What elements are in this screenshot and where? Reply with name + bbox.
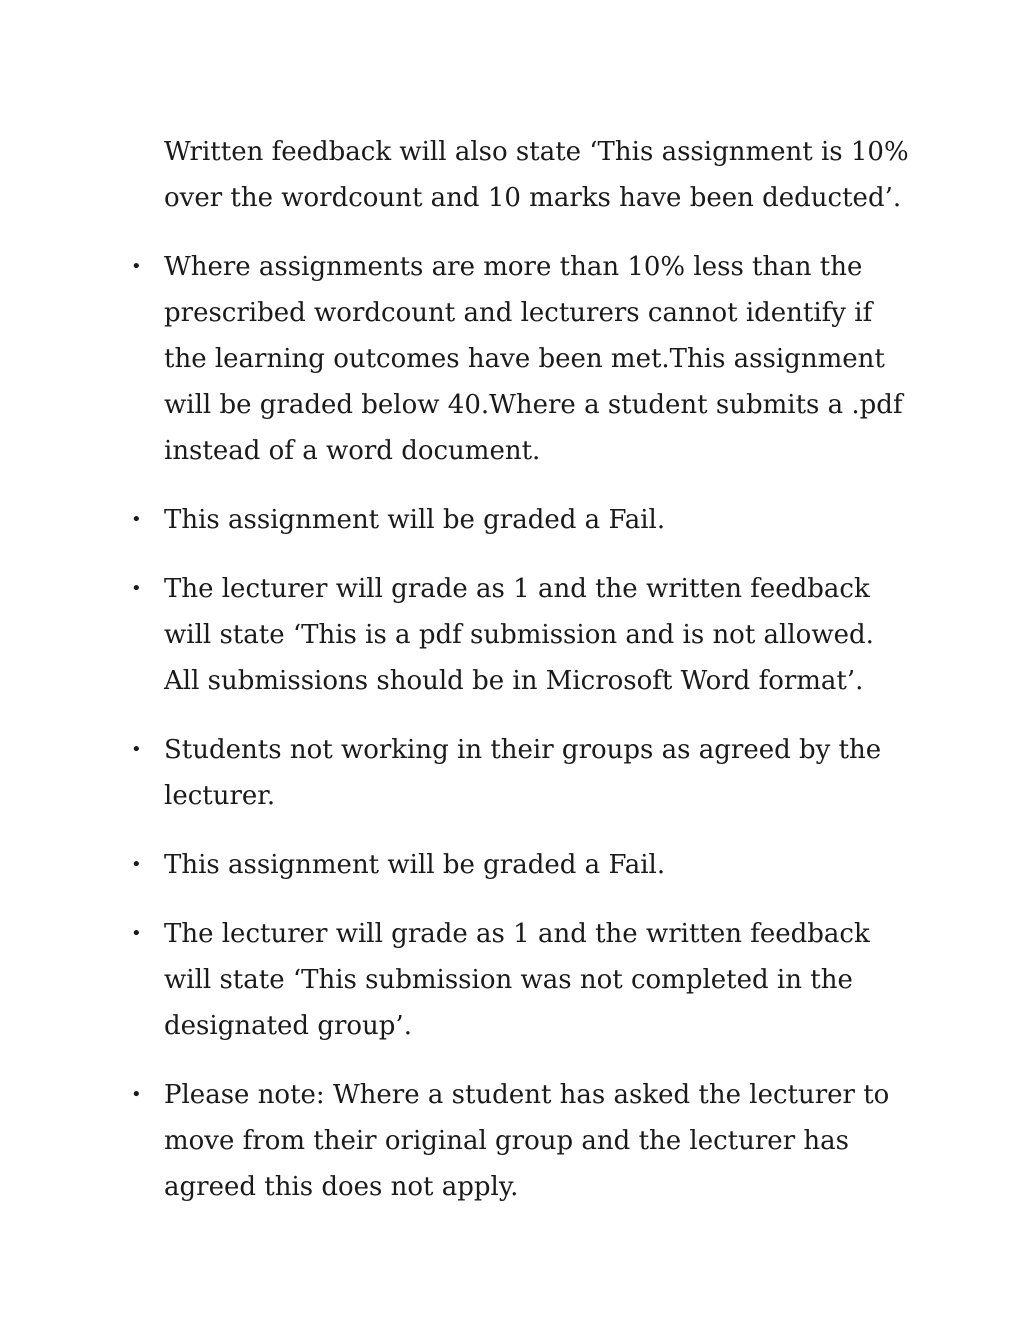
- list-item: [131, 244, 914, 474]
- list-item: [131, 842, 914, 888]
- list-item-text: Please note: Where a student has asked the lecturer to move from their original group and the lecturer has agreed this does not apply.: [164, 1080, 890, 1202]
- list-item-text: The lecturer will grade as 1 and the written feedback will state ‘This is a pdf submission and is not allowed. All submissions should be in Microsoft Word format’.: [164, 574, 874, 696]
- list-item: [131, 911, 914, 1049]
- list-item: [131, 497, 914, 543]
- document-body: [131, 129, 914, 1233]
- bullet-icon: •: [131, 1084, 142, 1105]
- list-item-text: This assignment will be graded a Fail.: [164, 850, 666, 880]
- bullet-icon: •: [131, 923, 142, 944]
- list-item-text: Where assignments are more than 10% less than the prescribed wordcount and lecturers cannot identify if the learning outcomes have been met.This assignment will be graded below 40.Where a student submits a .pdf instead of a word document.: [164, 252, 903, 466]
- list-item: [131, 566, 914, 704]
- list-item-text: The lecturer will grade as 1 and the written feedback will state ‘This submission was not completed in the designated group’.: [164, 919, 870, 1041]
- lead-paragraph: Written feedback will also state ‘This assignment is 10% over the wordcount and 10 marks have been deducted’.: [164, 137, 909, 213]
- list-item-text: This assignment will be graded a Fail.: [164, 505, 666, 535]
- bullet-icon: •: [131, 854, 142, 875]
- bullet-list: [131, 244, 914, 1210]
- bullet-icon: •: [131, 578, 142, 599]
- bullet-icon: •: [131, 739, 142, 760]
- bullet-icon: •: [131, 509, 142, 530]
- bullet-icon: •: [131, 256, 142, 277]
- list-item: [131, 727, 914, 819]
- list-item-text: Students not working in their groups as agreed by the lecturer.: [164, 735, 882, 811]
- list-item: [131, 1072, 914, 1210]
